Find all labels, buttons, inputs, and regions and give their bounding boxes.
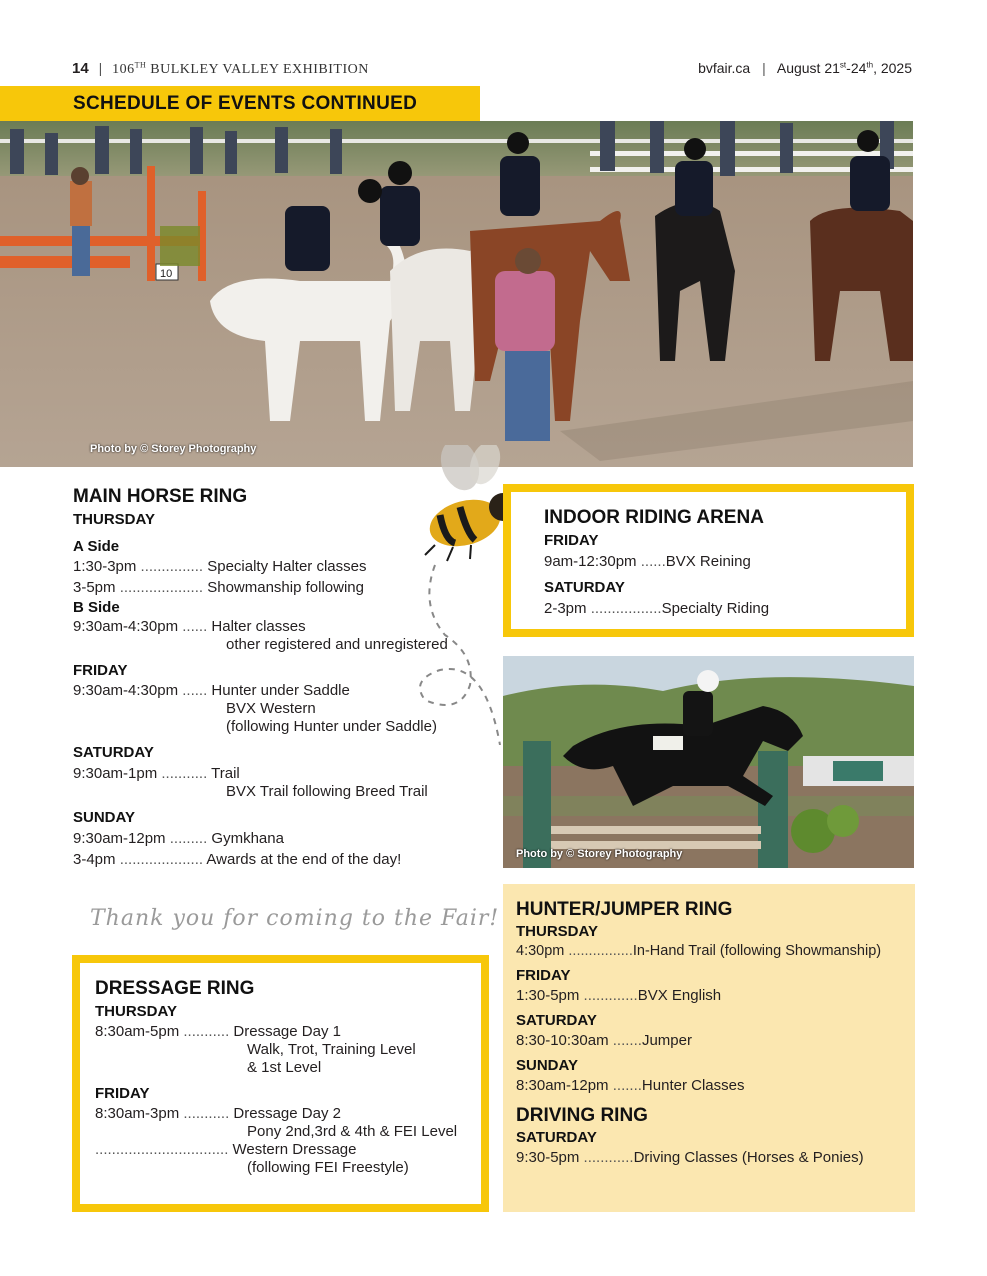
schedule-row [544, 600, 769, 617]
leader-dots: ............... [140, 558, 204, 575]
event-name: Halter classes [211, 618, 306, 635]
event-name: Driving Classes (Horses & Ponies) [633, 1149, 864, 1166]
day-heading: SUNDAY [516, 1057, 578, 1074]
exhibition-title [112, 62, 369, 77]
event-time: 8:30-10:30am [516, 1032, 609, 1049]
leader-dots: ................................ [95, 1141, 229, 1158]
leader-dots: ................ [568, 943, 633, 959]
bee-icon [415, 445, 515, 745]
event-detail: (following FEI Freestyle) [247, 1159, 409, 1176]
event-time: 9:30-5pm [516, 1149, 580, 1166]
event-time: 2-3pm [544, 600, 587, 617]
event-time: 9:30am-4:30pm [73, 618, 179, 635]
schedule-row [73, 851, 483, 868]
section-banner [0, 86, 480, 121]
event-detail: BVX Western [226, 700, 316, 717]
leader-dots: ................. [590, 600, 662, 617]
horse-show-illustration [0, 121, 913, 467]
event-name: In-Hand Trail (following Showmanship) [632, 943, 882, 959]
event-name: Hunter Classes [641, 1077, 745, 1094]
event-time: 8:30am-3pm [95, 1105, 180, 1122]
sub-heading: A Side [73, 538, 120, 555]
event-name: Specialty Halter classes [207, 558, 367, 575]
day-heading: FRIDAY [516, 967, 571, 984]
schedule-row [95, 1105, 457, 1122]
sub-heading: B Side [73, 599, 120, 616]
section-title: DRESSAGE RING [95, 978, 255, 999]
page-header-right [698, 60, 912, 76]
leader-dots: ...... [640, 553, 666, 570]
event-detail: BVX Trail following Breed Trail [226, 783, 428, 800]
day-heading: FRIDAY [73, 662, 128, 679]
leader-dots: ........... [183, 1023, 230, 1040]
leader-dots: ....... [612, 1032, 642, 1049]
leader-dots: ...... [182, 682, 208, 699]
event-time: 1:30-3pm [73, 558, 137, 575]
indoor-arena-section [544, 507, 769, 617]
event-name: BVX English [637, 987, 722, 1004]
hunter-driving-box [503, 884, 915, 1212]
photo-credit: Photo by © Storey Photography [516, 848, 683, 860]
schedule-row [516, 943, 881, 959]
date-year: , 2025 [873, 60, 912, 76]
jumper-illustration [503, 656, 914, 868]
leader-dots: ............. [583, 987, 638, 1004]
leader-dots: .................... [119, 851, 204, 868]
event-dates [777, 60, 912, 76]
jumper-photo [503, 656, 914, 868]
page-number: 14 [72, 60, 89, 77]
event-time: 9:30am-1pm [73, 765, 158, 782]
indoor-arena-box [503, 484, 914, 637]
day-heading: SATURDAY [544, 579, 625, 596]
day-heading: SATURDAY [516, 1012, 597, 1029]
dressage-ring-section [95, 978, 457, 1176]
hunter-jumper-section [516, 899, 881, 1166]
event-detail: & 1st Level [247, 1059, 322, 1076]
day-heading: THURSDAY [73, 511, 155, 528]
day-heading: SUNDAY [73, 809, 135, 826]
event-name: Showmanship following [207, 579, 364, 596]
leader-dots: ............ [583, 1149, 634, 1166]
thank-you-message: Thank you for coming to the Fair! [90, 906, 500, 931]
leader-dots: ...... [182, 618, 208, 635]
day-heading: SATURDAY [516, 1129, 597, 1146]
divider: | [762, 60, 766, 76]
event-name: Dressage Day 2 [233, 1105, 341, 1122]
page-header-left [72, 60, 369, 78]
event-time: 8:30am-5pm [95, 1023, 180, 1040]
horse-show-photo [0, 121, 913, 467]
schedule-row [73, 765, 483, 782]
date-ordinal: st [839, 60, 847, 70]
event-time: 3-5pm [73, 579, 116, 596]
event-name: Trail [211, 765, 240, 782]
exhibition-ordinal: TH [134, 60, 147, 70]
event-name: Awards at the end of the day! [206, 851, 402, 868]
schedule-row [95, 1141, 457, 1158]
day-heading: SATURDAY [73, 744, 154, 761]
schedule-row [544, 553, 769, 570]
event-detail: Pony 2nd,3rd & 4th & FEI Level [247, 1123, 458, 1140]
day-heading: FRIDAY [544, 532, 599, 549]
divider: | [98, 60, 103, 76]
day-heading: THURSDAY [516, 923, 598, 940]
dressage-ring-box [72, 955, 489, 1212]
event-detail: Walk, Trot, Training Level [247, 1041, 416, 1058]
schedule-row [95, 1023, 457, 1040]
date-ordinal: th [866, 60, 874, 70]
exhibition-name: BULKLEY VALLEY EXHIBITION [150, 62, 369, 77]
event-name: BVX Reining [665, 553, 751, 570]
event-time: 4:30pm [516, 943, 565, 959]
event-detail: (following Hunter under Saddle) [226, 718, 437, 735]
schedule-row [516, 1032, 881, 1049]
schedule-row [73, 830, 483, 847]
leader-dots: ........... [161, 765, 208, 782]
section-title: MAIN HORSE RING [73, 486, 248, 507]
event-detail: other registered and unregistered [226, 636, 448, 653]
event-time: 9am-12:30pm [544, 553, 637, 570]
exhibition-number: 106 [112, 62, 135, 77]
event-name: Hunter under Saddle [211, 682, 350, 699]
schedule-row [516, 987, 881, 1004]
banner-title: SCHEDULE OF EVENTS CONTINUED [73, 93, 418, 114]
photo-credit: Photo by © Storey Photography [90, 443, 257, 455]
leader-dots: ....... [612, 1077, 642, 1094]
section-title: DRIVING RING [516, 1105, 648, 1126]
event-time: 9:30am-4:30pm [73, 682, 179, 699]
day-heading: FRIDAY [95, 1085, 150, 1102]
schedule-row [516, 1149, 881, 1166]
date-end: -24 [846, 60, 867, 76]
leader-dots: .................... [119, 579, 204, 596]
event-time: 9:30am-12pm [73, 830, 166, 847]
jump-number-sign: 10 [160, 268, 173, 280]
leader-dots: ......... [169, 830, 208, 847]
event-name: Jumper [641, 1032, 692, 1049]
event-name: Specialty Riding [661, 600, 770, 617]
schedule-row [516, 1077, 881, 1094]
event-time: 1:30-5pm [516, 987, 580, 1004]
event-time: 3-4pm [73, 851, 116, 868]
section-title: INDOOR RIDING ARENA [544, 507, 764, 528]
section-title: HUNTER/JUMPER RING [516, 899, 733, 920]
event-name: Western Dressage [232, 1141, 357, 1158]
leader-dots: ........... [183, 1105, 230, 1122]
website-link[interactable]: bvfair.ca [698, 60, 751, 76]
date-start: August 21 [776, 60, 840, 76]
event-name: Dressage Day 1 [233, 1023, 341, 1040]
event-time: 8:30am-12pm [516, 1077, 609, 1094]
event-name: Gymkhana [211, 830, 284, 847]
day-heading: THURSDAY [95, 1003, 177, 1020]
